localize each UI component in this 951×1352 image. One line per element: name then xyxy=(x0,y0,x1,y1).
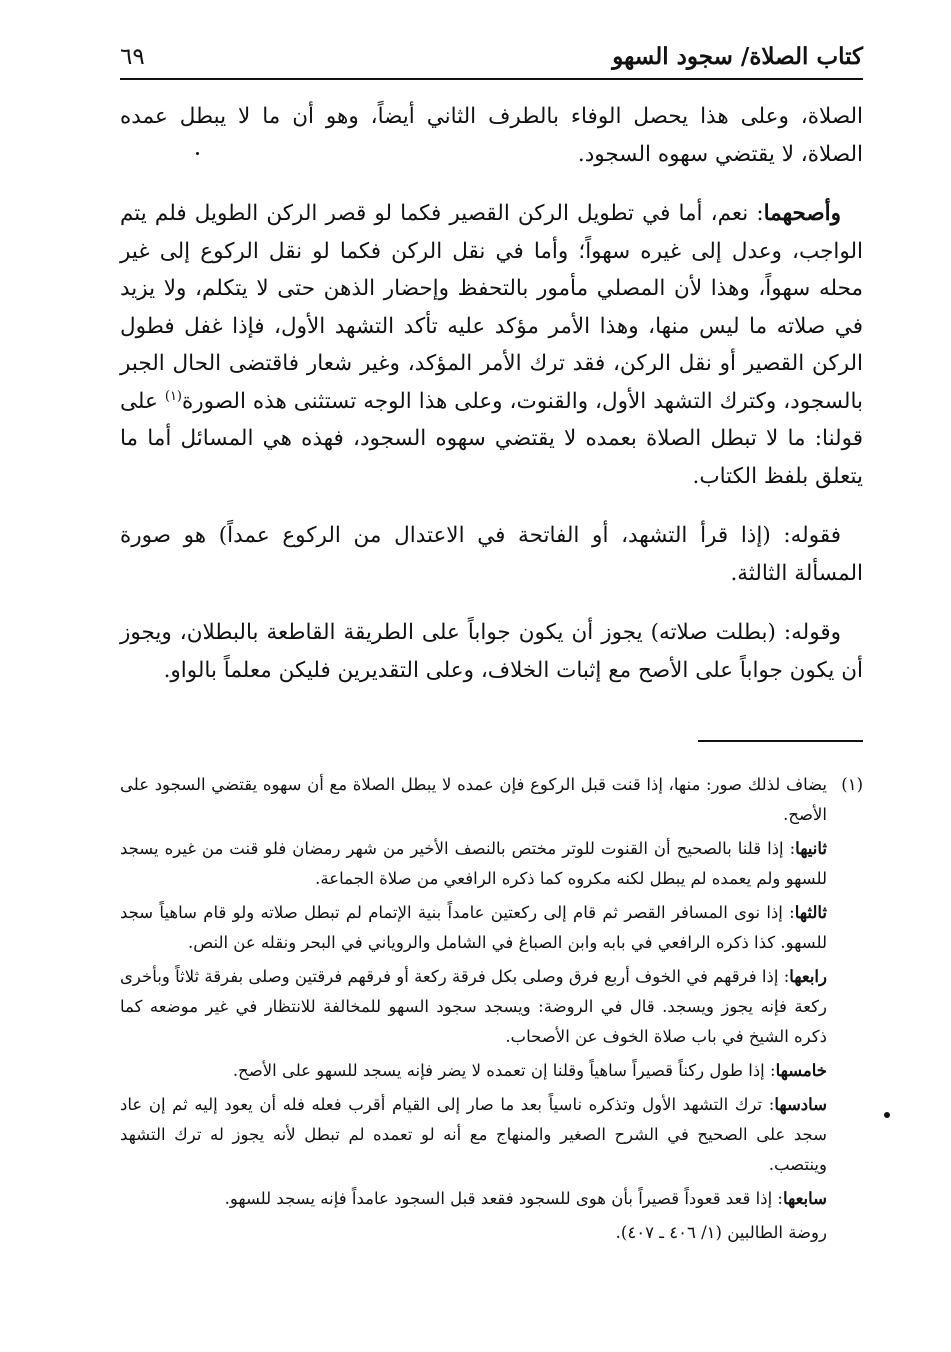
footnote-item xyxy=(120,1090,827,1180)
footnote-item-text: : إذا قعد قعوداً قصيراً بأن هوى للسجود فقعد قبل السجود عامداً فإنه يسجد للسهو. xyxy=(224,1189,783,1208)
footnote-item-text: : إذا قلنا بالصحيح أن القنوت للوتر مختص بالنصف الأخير من شهر رمضان فلو قنت من غيره يسجد للسهو ولم يعمده لم يبطل لكنه مكروه كما ذكره الرافعي من صلاة الجماعة. xyxy=(120,839,827,888)
footnote-item-text: : ترك التشهد الأول وتذكره ناسياً بعد ما صار إلى القيام أقرب فعله فله أن يعود إليه ثم إن عاد سجد على الصحيح في الشرح الصغير والمنهاج مع أنه لو تعمده لم تبطل لأنه يجوز له ترك التشهد وينتصب. xyxy=(120,1095,827,1174)
paragraph-3: فقوله: (إذا قرأ التشهد، أو الفاتحة في الاعتدال من الركوع عمداً) هو صورة المسألة الثالثة. xyxy=(120,523,863,586)
footnote-item-label: ثالثها xyxy=(794,903,827,922)
footnote-number: (١) xyxy=(841,775,863,794)
footnote-item xyxy=(120,834,827,894)
footnote-item-label: خامسها xyxy=(775,1061,827,1080)
scan-speck xyxy=(196,152,199,155)
paragraph-2 xyxy=(120,195,863,495)
footnote-item-label: سابعها xyxy=(782,1189,827,1208)
footnote-body xyxy=(120,770,827,1252)
footnote-citation: روضة الطالبين (١/ ٤٠٦ ـ ٤٠٧). xyxy=(615,1223,827,1242)
paragraph-1: الصلاة، وعلى هذا يحصل الوفاء بالطرف الثاني أيضاً، وهو أن ما لا يبطل عمده الصلاة، لا يقتضي سهوه السجود. xyxy=(120,104,863,167)
footnote-item-label: رابعها xyxy=(789,967,827,986)
paragraph-2-lead: وأصحهما xyxy=(763,201,841,226)
main-text xyxy=(120,98,863,711)
footnote-item-text: : إذا فرقهم في الخوف أربع فرق وصلى بكل فرقة ركعة أو فرقهم فرقتين وصلى بفرقة ثلاثاً وبأخرى ركعة فإنه يجوز ويسجد. قال في الروضة: ويسجد سجود السهو للمخالفة للانتظار في غير موضعه كما ذكره الشيخ في باب صلاة الخوف عن الأصحاب. xyxy=(120,967,827,1046)
paragraph-2-text: : نعم، أما في تطويل الركن القصير فكما لو قصر الركن الطويل فلم يتم الواجب، وعدل إلى غيره سهواً؛ وأما في نقل الركن فكما لو نقل الركوع إلى غير محله سهواً، وهذا لأن المصلي مأمور بالتحفظ وإحضار الذهن حتى لا يتكلم، ولا يزيد في صلاته ما ليس منها، وهذا الأمر مؤكد عليه تأكد التشهد الأول، فإذا غفل فطول الركن القصير أو نقل الركن، فقد ترك الأمر المؤكد، وغير شعار فاقتضى الحال الجبر بالسجود، وكترك التشهد الأول، والقنوت، وعلى هذا الوجه تستثنى هذه الصورة xyxy=(120,201,864,414)
footnote-divider xyxy=(698,740,863,742)
footnote-item xyxy=(120,898,827,958)
footnote-1 xyxy=(120,770,863,1252)
page-number: ٦٩ xyxy=(120,44,145,70)
page-header xyxy=(120,40,863,80)
paragraph-2-text-end: على قولنا: ما لا تبطل الصلاة بعمده لا يقتضي سهوه السجود، فهذه هي المسائل أما ما يتعلق بلفظ الكتاب. xyxy=(120,388,863,489)
scan-speck xyxy=(884,1112,890,1118)
footnote-item-text: : إذا طول ركناً قصيراً ساهياً وقلنا إن تعمده لا يضر فإنه يسجد للسهو على الأصح. xyxy=(232,1061,776,1080)
footnote-item-label: سادسها xyxy=(774,1095,827,1114)
footnote-item xyxy=(120,1056,827,1086)
footnotes xyxy=(120,770,863,1252)
running-title: كتاب الصلاة/ سجود السهو xyxy=(612,43,863,70)
footnote-intro: يضاف لذلك صور: منها، إذا قنت قبل الركوع فإن عمده لا يبطل الصلاة مع أن سهوه يقتضي السجود على الأصح. xyxy=(120,775,827,824)
footnote-item-text: : إذا نوى المسافر القصر ثم قام إلى ركعتين عامداً بنية الإتمام لم تبطل صلاته ولو قام ساهياً سجد للسهو. كذا ذكره الرافعي في بابه وابن الصباغ في الشامل والروياني في البحر ونقله عن النص. xyxy=(120,903,827,952)
footnote-item-label: ثانيها xyxy=(795,839,827,858)
paragraph-4: وقوله: (بطلت صلاته) يجوز أن يكون جواباً على الطريقة القاطعة بالبطلان، ويجوز أن يكون جواباً على الأصح مع إثبات الخلاف، وعلى التقديرين فليكن معلماً بالواو. xyxy=(120,620,863,683)
footnote-item xyxy=(120,1184,827,1214)
footnote-item xyxy=(120,962,827,1052)
footnote-reference[interactable]: (١) xyxy=(164,388,182,404)
